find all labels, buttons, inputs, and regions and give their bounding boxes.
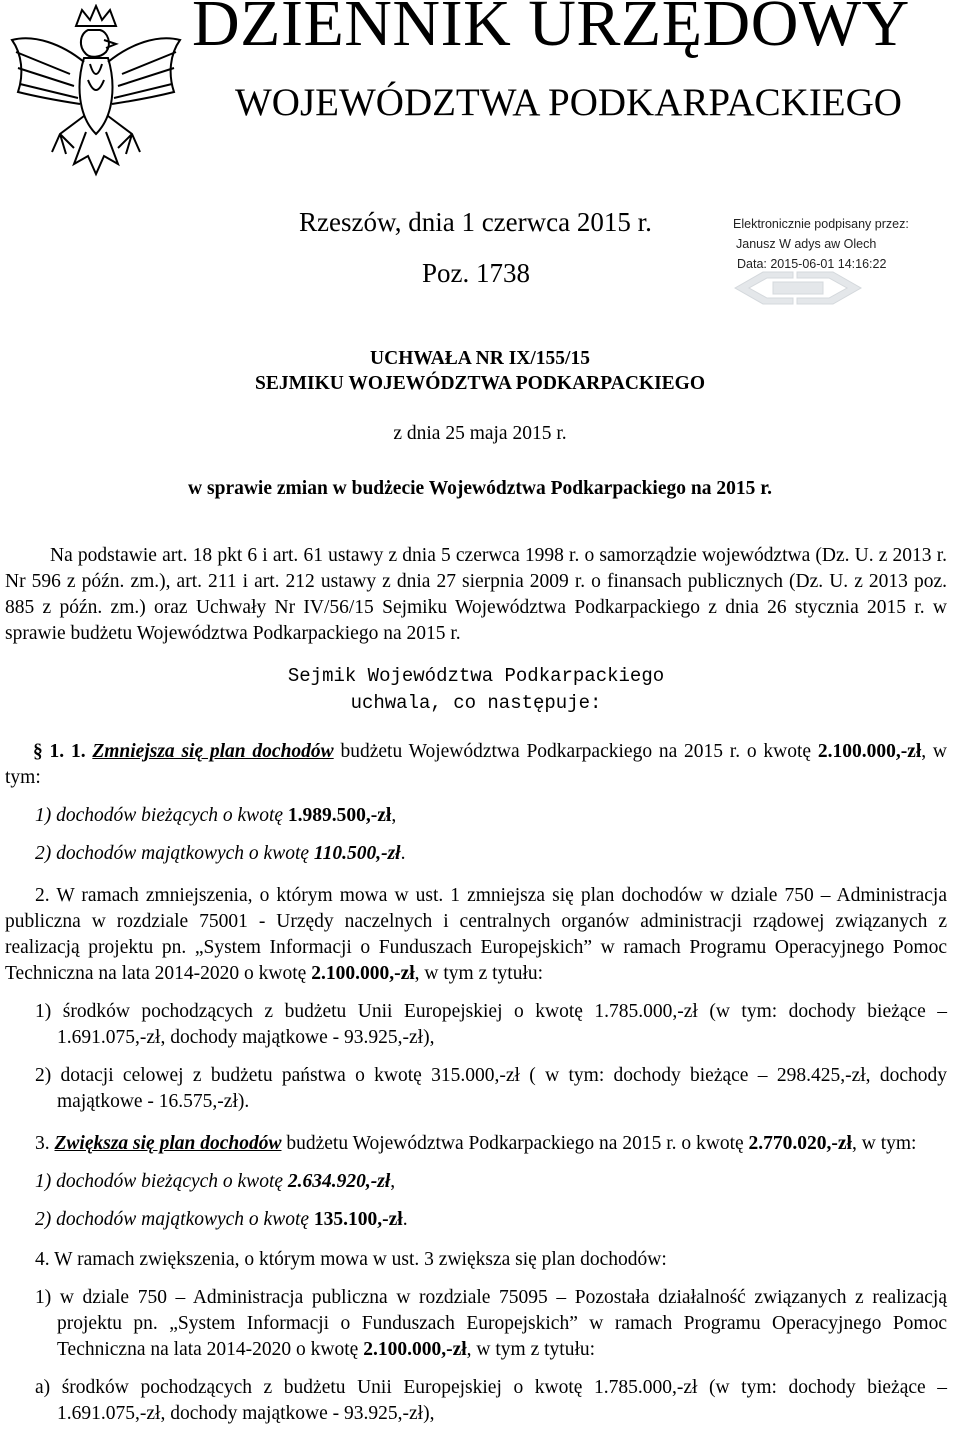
section-1-tail: , w tym: — [5, 741, 947, 788]
list-item: 1) środków pochodzących z budżetu Unii Europejskiej o kwotę 1.785.000,-zł (w tym: dochody bieżące – 1.691.075,-zł, dochody majątkowe - 93.925,-zł), — [35, 1001, 947, 1048]
signature-date: Data: 2015-06-01 14:16:22 — [737, 257, 887, 271]
list-item: a) środków pochodzących z budżetu Unii Europejskiej o kwotę 1.785.000,-zł (w tym: dochody bieżące – 1.691.075,-zł, dochody majątkowe - 93.925,-zł), — [35, 1377, 947, 1424]
resolves-line-2: uchwala, co następuje: — [350, 692, 602, 714]
resolution-number: UCHWAŁA NR IX/155/15 — [370, 348, 590, 369]
gazette-subtitle: WOJEWÓDZTWA PODKARPACKIEGO — [235, 81, 902, 124]
paragraph-marker: § 1. — [33, 741, 65, 762]
section-2: 2. W ramach zmniejszenia, o którym mowa w ust. 1 zmniejsza się plan dochodów w dziale 750 – Administracja publiczna w rozdziale 75001 - Urzędy naczelnych i centralnych organów administracji rządowej związanych z realizacją projektu pn. „System Informacji o Funduszach Europejskich” w ramach Programu Operacyjnego Pomoc Techniczna na lata 2014-2020 o kwotę 2.100.000,-zł, w tym z tytułu: — [5, 885, 947, 984]
section-3-amount: 2.770.020,-zł — [748, 1133, 852, 1154]
coat-of-arms-eagle-icon — [4, 4, 188, 202]
section-1-text: budżetu Województwa Podkarpackiego na 2015 r. o kwotę — [333, 741, 818, 762]
signature-label: Elektronicznie podpisany przez: — [733, 217, 909, 231]
gazette-title: DZIENNIK URZĘDOWY — [192, 0, 910, 60]
list-item: 2) dochodów majątkowych o kwotę 110.500,-zł. — [35, 843, 406, 864]
section-2-amount: 2.100.000,-zł — [311, 963, 415, 984]
list-item: 1) dochodów bieżących o kwotę 1.989.500,-zł, — [35, 805, 397, 826]
signature-watermark-icon — [733, 268, 863, 308]
list-item: 1) w dziale 750 – Administracja publiczna w rozdziale 75095 – Pozostała działalność związanych z realizacją projektu pn. „System Informacji o Funduszach Europejskich” w ramach Programu Operacyjnego Pomoc Techniczna na lata 2014-2020 o kwotę 2.100.000,-zł, w tym z tytułu: — [35, 1287, 947, 1360]
increase-heading: Zwiększa się plan dochodów — [54, 1133, 282, 1154]
resolves-line-1: Sejmik Województwa Podkarpackiego — [287, 665, 665, 687]
section-1-amount: 2.100.000,-zł — [817, 741, 922, 762]
decrease-heading: Zmniejsza się plan dochodów — [92, 741, 334, 762]
signature-signer: Janusz W adys aw Olech — [736, 237, 877, 251]
document-body — [5, 543, 947, 1439]
paragraph-1-section-1 — [5, 739, 947, 791]
position-number: Poz. 1738 — [422, 258, 530, 288]
electronic-signature — [733, 214, 909, 274]
place-and-date: Rzeszów, dnia 1 czerwca 2015 r. — [299, 207, 652, 237]
list-item: 2) dotacji celowej z budżetu państwa o kwotę 315.000,-zł ( w tym: dochody bieżące – 298.425,-zł, dochody majątkowe - 16.575,-zł). — [35, 1065, 947, 1112]
list-item: 2) dochodów majątkowych o kwotę 135.100,-zł. — [35, 1209, 408, 1230]
section-3: 3. Zwiększa się plan dochodów budżetu Województwa Podkarpackiego na 2015 r. o kwotę 2.770.020,-zł, w tym: — [35, 1133, 917, 1154]
section-4: 4. W ramach zwiększenia, o którym mowa w ust. 3 zwiększa się plan dochodów: — [35, 1249, 667, 1270]
list-item: 1) dochodów bieżących o kwotę 2.634.920,-zł, — [35, 1171, 396, 1192]
resolution-subject: w sprawie zmian w budżecie Województwa Podkarpackiego na 2015 r. — [188, 478, 772, 499]
section-number: 1. — [70, 741, 86, 762]
resolution-date: z dnia 25 maja 2015 r. — [393, 423, 567, 444]
resolves-block — [5, 663, 947, 717]
resolution-issuer: SEJMIKU WOJEWÓDZTWA PODKARPACKIEGO — [255, 373, 705, 394]
preamble: Na podstawie art. 18 pkt 6 i art. 61 ustawy z dnia 5 czerwca 1998 r. o samorządzie województwa (Dz. U. z 2013 r. Nr 596 z późn. zm.), art. 211 i art. 212 ustawy z dnia 27 sierpnia 2009 r. o finansach publicznych (Dz. U. z 2013 poz. 885 z późn. zm.) oraz Uchwały Nr IV/56/15 Sejmiku Województwa Podkarpackiego z dnia 26 stycznia 2015 r. w sprawie budżetu Województwa Podkarpackiego na 2015 r. — [5, 545, 947, 644]
